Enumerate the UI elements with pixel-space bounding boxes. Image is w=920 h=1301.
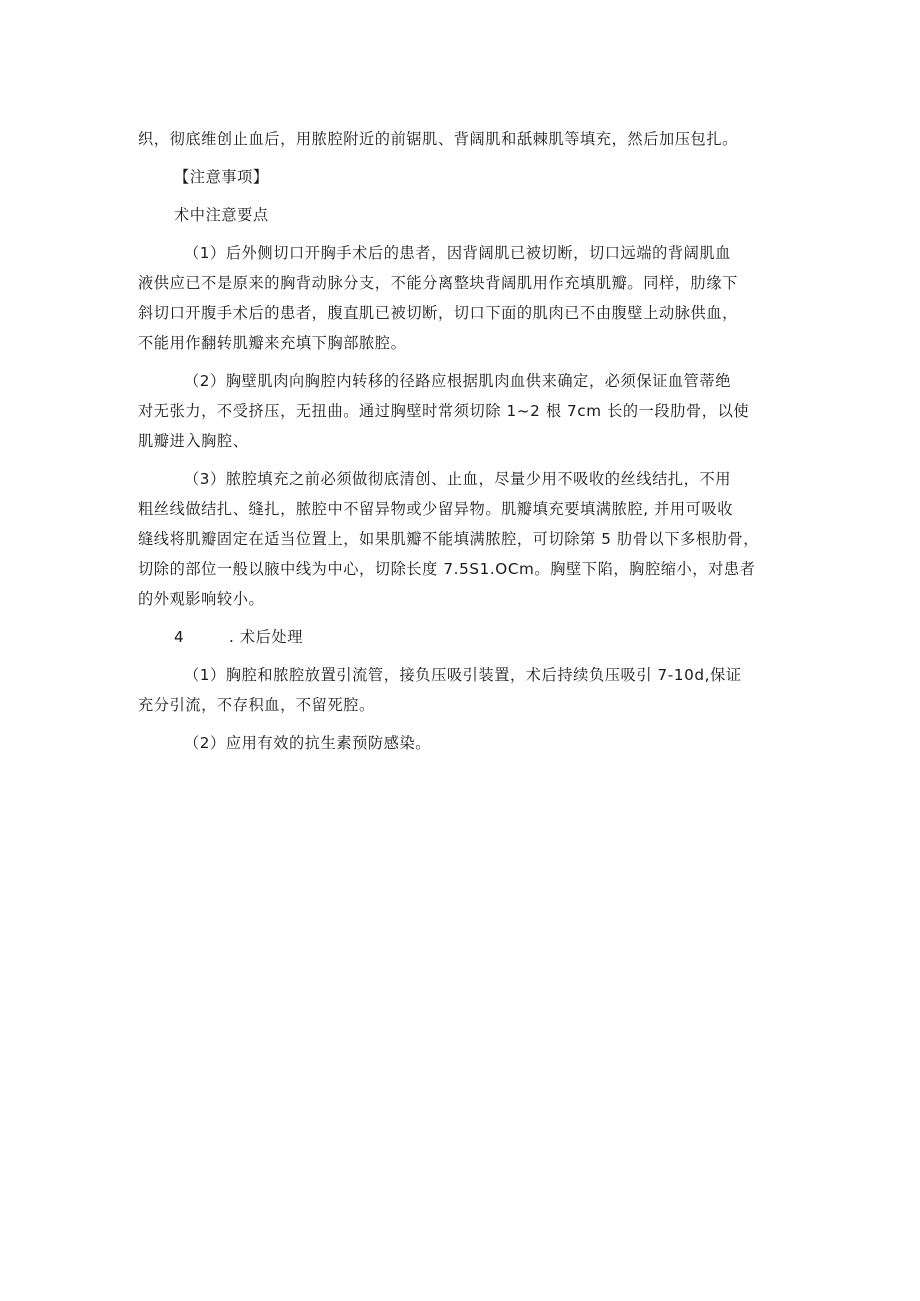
text-line: 充分引流，不存积血，不留死腔。: [138, 696, 375, 714]
text-line: 对无张力，不受挤压，无扭曲。通过胸壁时常须切除 1~2 根 7cm 长的一段肋骨，以使: [138, 402, 750, 420]
postop-heading: [138, 622, 786, 652]
text-line: （3）脓腔填充之前必须做彻底清创、止血，尽量少用不吸收的丝线结扎，不用: [184, 470, 732, 488]
text-line: 肌瓣进入胸腔、: [138, 432, 249, 450]
text-line: 粗丝线做结扎、缝扎，脓腔中不留异物或少留异物。肌瓣填充要填满脓腔, 并用可吸收: [138, 500, 733, 518]
document-body: [138, 124, 786, 766]
postop-item-1: [138, 660, 786, 720]
list-item-2: [138, 366, 786, 456]
text-line: （2）胸壁肌肉向胸腔内转移的径路应根据肌肉血供来确定，必须保证血管蒂绝: [184, 372, 732, 390]
postop-number: 4: [174, 628, 185, 646]
text-line: 切除的部位一般以腋中线为中心，切除长度 7.5S1.OCm。胸壁下陷，胸腔缩小，对患者: [138, 560, 756, 578]
postop-item-2: [138, 728, 786, 758]
text-line: 缝线将肌瓣固定在适当位置上，如果肌瓣不能填满脓腔，可切除第 5 肋骨以下多根肋骨，: [138, 530, 760, 548]
subheading-text: 术中注意要点: [174, 206, 269, 224]
intro-paragraph: [138, 124, 786, 154]
list-item-3: [138, 464, 786, 614]
subheading: [138, 200, 786, 230]
text-line: 斜切口开腹手术后的患者，腹直肌已被切断，切口下面的肌肉已不由腹壁上动脉供血，: [138, 304, 738, 322]
section-heading: [138, 162, 786, 192]
text-line: 的外观影响较小。: [138, 590, 265, 608]
text-line: （2）应用有效的抗生素预防感染。: [184, 734, 432, 752]
text-line: 液供应已不是原来的胸背动脉分支，不能分离整块背阔肌用作充填肌瓣。同样，肋缘下: [138, 274, 738, 292]
postop-title: . 术后处理: [229, 628, 304, 646]
text-line: 织，彻底维创止血后，用脓腔附近的前锯肌、背阔肌和舐棘肌等填充，然后加压包扎。: [138, 130, 738, 148]
list-item-1: [138, 238, 786, 358]
text-line: 不能用作翻转肌瓣来充填下胸部脓腔。: [138, 334, 407, 352]
text-line: （1）后外侧切口开胸手术后的患者，因背阔肌已被切断，切口远端的背阔肌血: [184, 244, 732, 262]
section-heading-text: 【注意事项】: [174, 168, 269, 186]
text-line: （1）胸腔和脓腔放置引流管，接负压吸引装置，术后持续负压吸引 7-10d,保证: [184, 666, 742, 684]
